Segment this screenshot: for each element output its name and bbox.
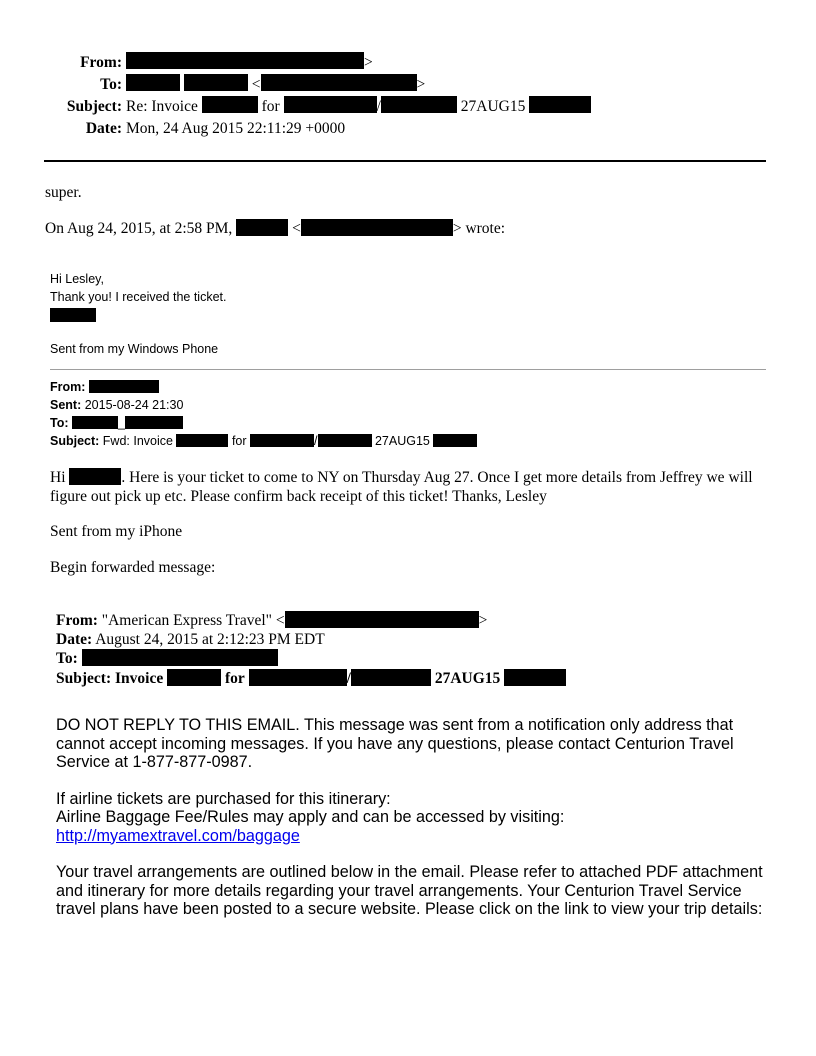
amex-date-label: Date: <box>56 630 93 648</box>
fwd-subject-slash: / <box>314 434 318 448</box>
amex-to-row <box>56 649 566 669</box>
fwd-subject-label: Subject: <box>50 434 100 448</box>
angle-close: > <box>452 220 462 237</box>
amex-from-label: From: <box>56 612 98 629</box>
redacted-to-3 <box>261 74 417 91</box>
redacted-amex-name-1 <box>249 669 347 686</box>
notice-paragraph-3: Your travel arrangements are outlined below in the email. Please refer to attached PDF attachment and itinerary for more details regarding your travel arrangements. Your Centurion Travel Service travel plans have been posted to a secure website. Please click on the link to view your trip details: <box>56 863 763 918</box>
lesley-hi: Hi <box>50 469 66 486</box>
quote-attribution <box>45 219 505 238</box>
redacted-to-1 <box>126 74 180 91</box>
redacted-fwd-invoice <box>176 434 228 447</box>
fwd-from-label: From: <box>50 380 86 394</box>
redacted-recipient-name <box>69 468 121 485</box>
redacted-phone-signature <box>50 308 96 322</box>
notice-baggage-line: Airline Baggage Fee/Rules may apply and can be accessed by visiting: <box>56 808 565 826</box>
redacted-name-1 <box>284 96 377 113</box>
fwd-from-row <box>50 378 477 396</box>
quote-suffix: wrote: <box>465 220 506 237</box>
redacted-name-2 <box>381 96 457 113</box>
subject-label: Subject: <box>66 98 122 115</box>
begin-forwarded: Begin forwarded message: <box>50 559 216 576</box>
header-divider <box>44 160 766 162</box>
amex-subject-prefix: Invoice <box>114 669 164 687</box>
amex-subject-slash: / <box>346 669 351 687</box>
amex-from-name: "American Express Travel" <box>101 612 272 629</box>
redacted-to-2 <box>184 74 248 91</box>
redacted-fwd-code <box>433 434 477 447</box>
amex-notice <box>56 716 776 919</box>
to-label: To: <box>100 76 122 93</box>
forward-header <box>50 378 477 450</box>
iphone-signature: Sent from my iPhone <box>50 523 183 540</box>
header-subject-row <box>40 96 600 118</box>
redacted-amex-name-2 <box>351 669 431 686</box>
amex-subject-code: 27AUG15 <box>434 669 501 687</box>
fwd-sent-label: Sent: <box>50 398 82 412</box>
amex-date-value: August 24, 2015 at 2:12:23 PM EDT <box>95 630 325 648</box>
notice-paragraph-1: DO NOT REPLY TO THIS EMAIL. This message was sent from a notification only address that cannot accept incoming messages. If you have any questions, please contact Centurion Travel Service at 1-877-877-0987. <box>56 716 734 771</box>
windows-phone-signature: Sent from my Windows Phone <box>50 342 219 356</box>
reply-text: super. <box>45 184 82 201</box>
angle-open: < <box>251 76 261 93</box>
subject-for: for <box>261 98 280 115</box>
amex-subject-for: for <box>224 669 245 687</box>
quote-prefix: On Aug 24, 2015, at 2:58 PM, <box>45 220 233 237</box>
redacted-code <box>529 96 591 113</box>
redacted-amex-code <box>504 669 566 686</box>
redacted-invoice <box>202 96 258 113</box>
quote-divider <box>50 369 766 370</box>
angle-open: < <box>275 612 285 629</box>
subject-slash: / <box>376 98 381 115</box>
header-to-row <box>40 74 600 96</box>
phone-greeting: Hi Lesley, <box>50 272 104 286</box>
angle-close: > <box>416 76 426 93</box>
fwd-subject-prefix: Fwd: Invoice <box>102 434 173 448</box>
amex-from-row <box>56 611 566 631</box>
from-label: From: <box>80 54 122 71</box>
redacted-from <box>126 52 364 69</box>
fwd-subject-code: 27AUG15 <box>374 434 430 448</box>
redacted-fwd-from <box>89 380 159 393</box>
subject-prefix: Re: Invoice <box>126 98 198 115</box>
amex-date-row <box>56 631 566 650</box>
lesley-body: . Here is your ticket to come to NY on Thursday Aug 27. Once I get more details from Jeffrey we will figure out pick up etc. Please confirm back receipt of this ticket! Thanks, Lesley <box>50 469 753 505</box>
redacted-sender-name <box>236 219 288 236</box>
fwd-to-row: To: _ <box>50 414 477 432</box>
subject-code: 27AUG15 <box>460 98 526 115</box>
lesley-message <box>50 468 770 506</box>
redacted-fwd-to-2 <box>125 416 183 429</box>
redacted-fwd-to-1 <box>72 416 118 429</box>
date-label: Date: <box>85 120 122 137</box>
redacted-fwd-name-1 <box>250 434 314 447</box>
redacted-sender-email <box>301 219 453 236</box>
amex-subject-row <box>56 669 566 689</box>
amex-to-label: To: <box>56 650 78 667</box>
angle-close: > <box>478 612 488 629</box>
baggage-link[interactable]: http://myamextravel.com/baggage <box>56 826 300 845</box>
notice-paragraph-2 <box>56 790 776 846</box>
angle-open: < <box>292 220 301 237</box>
notice-airline-line: If airline tickets are purchased for this itinerary: <box>56 789 391 808</box>
redacted-amex-invoice <box>167 669 221 686</box>
redacted-amex-email <box>285 611 479 628</box>
header-from-row <box>40 52 600 74</box>
fwd-subject-for: for <box>231 434 247 448</box>
redacted-fwd-name-2 <box>318 434 372 447</box>
fwd-to-label: To: <box>50 416 69 430</box>
date-value: Mon, 24 Aug 2015 22:11:29 +0000 <box>126 120 346 137</box>
amex-subject-label: Subject: <box>56 669 112 687</box>
phone-message <box>50 270 226 324</box>
fwd-subject-row <box>50 432 477 450</box>
header-date-row <box>40 118 600 140</box>
phone-line1: Thank you! I received the ticket. <box>50 290 227 304</box>
fwd-sent-row <box>50 396 477 414</box>
redacted-amex-to <box>82 649 278 666</box>
email-header <box>40 52 600 140</box>
fwd-sent-value: 2015-08-24 21:30 <box>84 398 184 412</box>
amex-header <box>56 611 566 688</box>
angle-close: > <box>364 54 373 71</box>
